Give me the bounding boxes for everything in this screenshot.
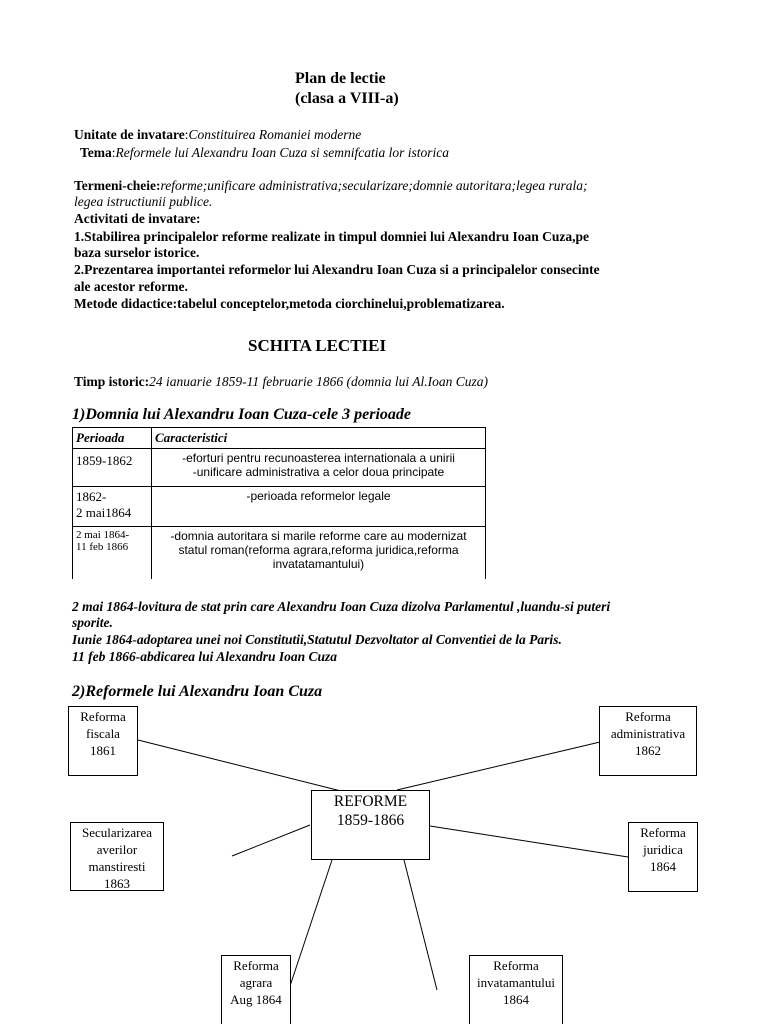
section1-heading: 1)Domnia lui Alexandru Ioan Cuza-cele 3 perioade (72, 406, 411, 423)
activity-2b: ale acestor reforme. (74, 279, 188, 294)
event-line-1: 2 mai 1864-lovitura de stat prin care Alexandru Ioan Cuza dizolva Parlamentul ,luandu-si puteri (72, 599, 611, 614)
connector-secularizarea (232, 825, 310, 856)
connector-fiscala (138, 740, 345, 792)
unit-value: Constituirea Romaniei moderne (188, 127, 362, 142)
cell-line: -domnia autoritara si marile reforme care au modernizat (170, 529, 467, 543)
box-line: juridica (643, 842, 683, 857)
table-cell-period: 1859-1862 (73, 449, 152, 487)
connector-agrara (287, 860, 332, 995)
cell-line: invatatamantului) (272, 557, 365, 571)
activities-heading: Activitati de invatare: (74, 211, 201, 226)
connector-administrativa (397, 742, 600, 790)
activity-1b: baza surselor istorice. (74, 245, 200, 260)
cell-line: 2 mai1864 (76, 505, 132, 520)
section2-heading: 2)Reformele lui Alexandru Ioan Cuza (72, 683, 323, 700)
event-line-3: Iunie 1864-adoptarea unei noi Constitutii,Statutul Dezvoltator al Conventiei de la Paris. (72, 632, 562, 647)
box-line: Reforma (625, 709, 671, 724)
box-line: 1863 (104, 876, 130, 891)
box-reforma-fiscala (68, 706, 138, 776)
box-reforma-invatamantului (469, 955, 563, 1024)
cell-line: -unificare administrativa a celor doua principate (192, 465, 445, 479)
terms-label: Termeni-cheie: (74, 178, 161, 193)
page-subtitle: (clasa a VIII-a) (295, 90, 399, 107)
box-line: fiscala (86, 726, 120, 741)
box-line: 1864 (503, 992, 529, 1007)
unit-colon: : (184, 127, 189, 142)
time-label: Timp istoric: (74, 374, 150, 389)
table-header-characteristics: Caracteristici (152, 428, 486, 449)
cell-line: 2 mai 1864- (76, 529, 130, 541)
box-reforma-juridica (628, 822, 698, 892)
box-line: 1859-1866 (336, 812, 405, 829)
box-line: REFORME (333, 793, 408, 810)
box-line: 1862 (635, 743, 661, 758)
theme-label: Tema (80, 145, 112, 160)
connector-juridica (430, 826, 628, 857)
terms-value-1: reforme;unificare administrativa;secularizare;domnie autoritara;legea rurala; (160, 178, 588, 193)
box-reforma-agrara (221, 955, 291, 1024)
box-line: Secularizarea (81, 825, 152, 840)
cell-line: -perioada reformelor legale (246, 489, 391, 503)
event-line-4: 11 feb 1866-abdicarea lui Alexandru Ioan Cuza (72, 649, 338, 664)
page-title: Plan de lectie (295, 70, 386, 87)
event-line-2: sporite. (72, 615, 113, 630)
box-line: 1864 (650, 859, 676, 874)
box-line: manstiresti (88, 859, 146, 874)
box-reforma-administrativa (599, 706, 697, 776)
theme-value: Reformele lui Alexandru Ioan Cuza si semnifcatia lor istorica (115, 145, 450, 160)
activity-1a: 1.Stabilirea principalelor reforme realizate in timpul domniei lui Alexandru Ioan Cuza,pe (74, 229, 589, 244)
box-line: 1861 (90, 743, 116, 758)
cell-line: 11 feb 1866 (76, 541, 129, 553)
table-header-period: Perioada (73, 428, 152, 449)
box-line: agrara (239, 975, 273, 990)
box-line: Reforma (80, 709, 126, 724)
unit-label: Unitate de invatare (74, 127, 185, 142)
cell-line: 1862- (76, 489, 107, 504)
box-line: Aug 1864 (230, 992, 282, 1007)
box-secularizarea (70, 822, 164, 891)
methods-line: Metode didactice:tabelul conceptelor,metoda ciorchinelui,problematizarea. (74, 296, 505, 311)
box-line: Reforma (233, 958, 279, 973)
terms-value-2: legea istructiunii publice. (74, 194, 213, 209)
activity-2a: 2.Prezentarea importantei reformelor lui Alexandru Ioan Cuza si a principalelor consecinte (74, 262, 600, 277)
box-line: Reforma (640, 825, 686, 840)
box-line: Reforma (493, 958, 539, 973)
box-line: averilor (96, 842, 138, 857)
central-box-reforme (311, 790, 430, 860)
cell-line: -eforturi pentru recunoasterea internationala a unirii (182, 451, 455, 465)
time-value: 24 ianuarie 1859-11 februarie 1866 (domnia lui Al.Ioan Cuza) (149, 374, 488, 389)
theme-colon: : (111, 145, 116, 160)
box-line: administrativa (610, 726, 686, 741)
box-line: invatamantului (477, 975, 555, 990)
connector-invatamantului (404, 860, 437, 990)
sketch-heading: SCHITA LECTIEI (248, 336, 387, 355)
cell-line: statul roman(reforma agrara,reforma juridica,reforma (178, 543, 459, 557)
